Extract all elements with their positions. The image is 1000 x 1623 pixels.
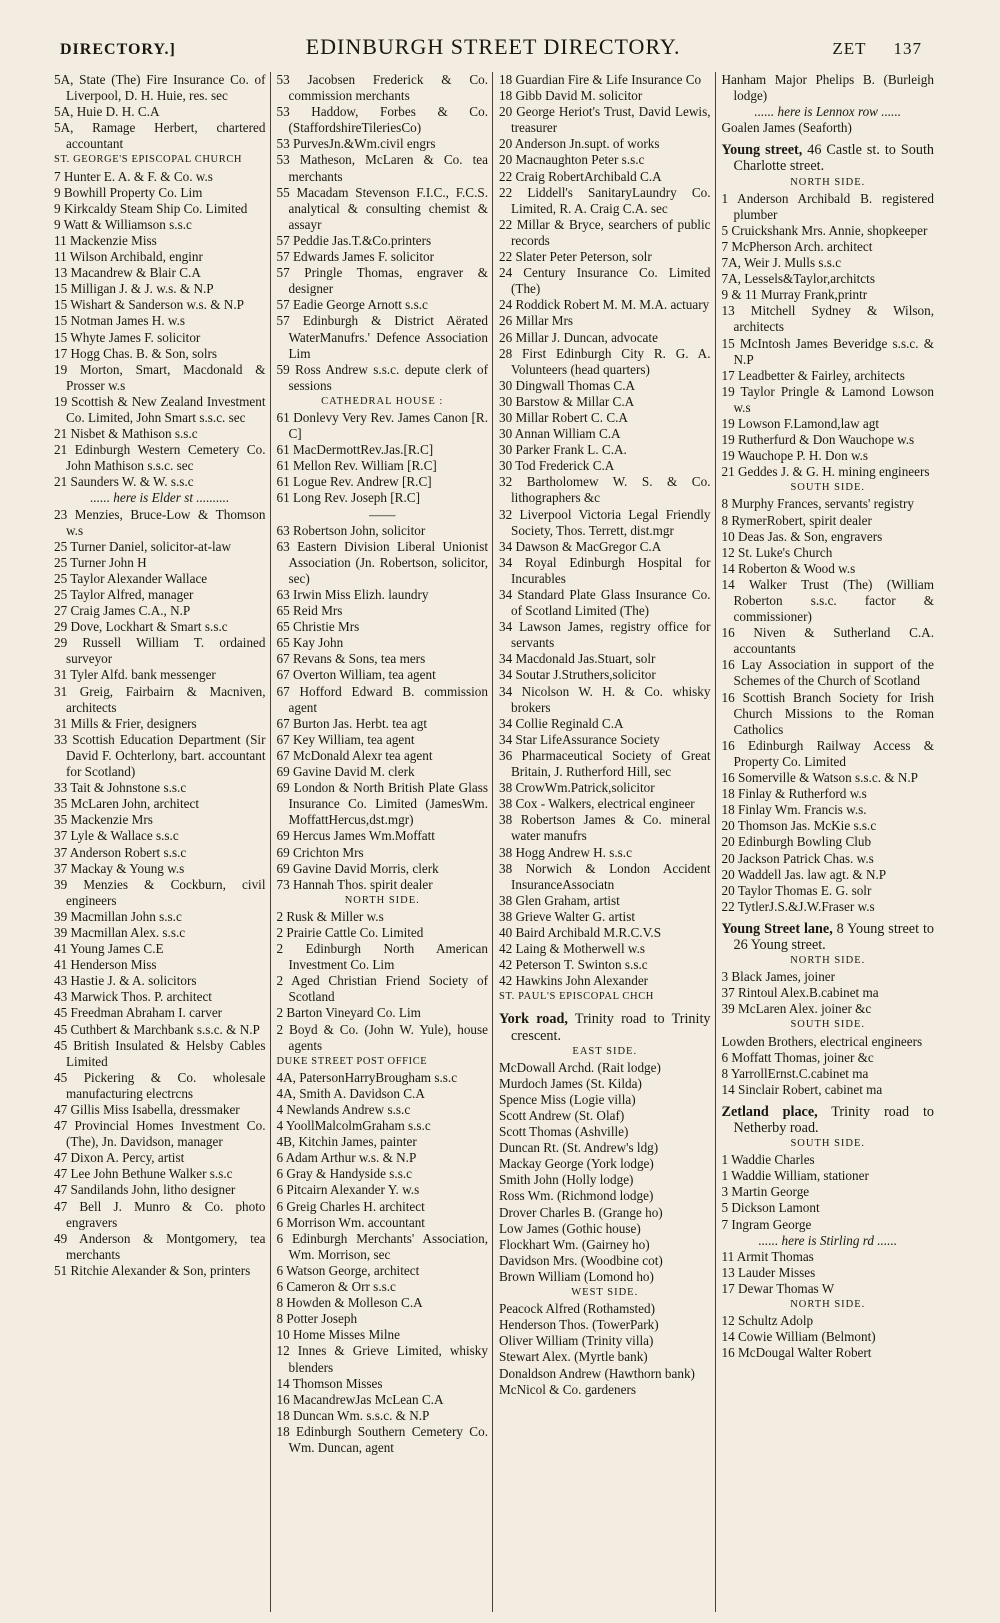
page-header xyxy=(60,34,922,60)
directory-entry: 37 Lyle & Wallace s.s.c xyxy=(54,828,179,844)
directory-entry: 22 TytlerJ.S.&J.W.Fraser w.s xyxy=(721,898,875,914)
directory-entry: 8 Potter Joseph xyxy=(276,1311,358,1327)
directory-entry: Lowden Brothers, electrical engineers xyxy=(721,1033,923,1049)
directory-entry: 53 Jacobsen Frederick & Co. commission merchants xyxy=(276,72,488,104)
directory-entry: 2 Aged Christian Friend Society of Scotland xyxy=(276,973,488,1005)
directory-entry: 67 Key William, tea agent xyxy=(276,731,415,747)
directory-entry: 9 & 11 Murray Frank,printr xyxy=(721,287,868,303)
directory-entry: 34 Royal Edinburgh Hospital for Incurables xyxy=(499,554,711,586)
directory-entry: 39 McLaren Alex. joiner &c xyxy=(721,1001,872,1017)
directory-entry: 29 Dove, Lockhart & Smart s.s.c xyxy=(54,619,228,635)
directory-entry: 18 Guardian Fire & Life Insurance Co xyxy=(499,72,702,87)
directory-entry: 18 Finlay Wm. Francis w.s. xyxy=(721,802,867,818)
directory-entry: 38 Cox - Walkers, electrical engineer xyxy=(499,796,695,812)
directory-entry: 1 Waddie Charles xyxy=(721,1152,815,1168)
directory-entry: Brown William (Lomond ho) xyxy=(499,1268,654,1284)
directory-entry: Goalen James (Seaforth) xyxy=(721,120,852,136)
directory-entry: 45 Pickering & Co. wholesale manufacturing electrcns xyxy=(54,1069,266,1101)
directory-entry: 45 Cuthbert & Marchbank s.s.c. & N.P xyxy=(54,1021,260,1037)
directory-entry: 57 Edwards James F. solicitor xyxy=(276,249,435,265)
directory-entry: 57 Pringle Thomas, engraver & designer xyxy=(276,265,488,297)
side-heading: NORTH SIDE. xyxy=(344,894,420,906)
street-description: Trinity road to Trinity crescent. xyxy=(511,1011,711,1044)
directory-entry: 1 Anderson Archibald B. registered plumber xyxy=(721,190,934,222)
directory-entry: 3 Black James, joiner xyxy=(721,969,836,985)
directory-entry: 42 Hawkins John Alexander xyxy=(499,973,649,989)
directory-entry: 20 Jackson Patrick Chas. w.s xyxy=(721,850,874,866)
directory-entry: 5A, Huie D. H. C.A xyxy=(54,104,160,120)
directory-entry: 30 Barstow & Millar C.A xyxy=(499,393,635,409)
side-heading: NORTH SIDE. xyxy=(790,955,866,967)
header-right xyxy=(810,39,922,59)
directory-entry: 19 Scottish & New Zealand Investment Co. Limited, John Smart s.s.c. sec xyxy=(54,393,266,425)
directory-entry: 17 Hogg Chas. B. & Son, solrs xyxy=(54,345,218,361)
directory-entry: 8 Howden & Molleson C.A xyxy=(276,1295,423,1311)
directory-entry: 7A, Weir J. Mulls s.s.c xyxy=(721,255,842,271)
directory-entry: DUKE STREET POST OFFICE xyxy=(276,1055,428,1067)
directory-entry: 32 Bartholomew W. S. & Co. lithographers &c xyxy=(499,474,711,506)
column-2 xyxy=(271,72,494,1612)
directory-entry: 16 Scottish Branch Society for Irish Church Missions to the Roman Catholics xyxy=(721,689,934,737)
directory-entry: 57 Edinburgh & District Aërated WaterManufrs.' Defence Association Lim xyxy=(276,313,488,361)
directory-entry: 34 Dawson & MacGregor C.A xyxy=(499,538,662,554)
directory-entry: 26 Millar J. Duncan, advocate xyxy=(499,329,658,345)
directory-entry: 39 Macmillan John s.s.c xyxy=(54,908,182,924)
directory-entry: 53 PurvesJn.&Wm.civil engrs xyxy=(276,136,436,152)
directory-entry: 16 McDougal Walter Robert xyxy=(721,1345,872,1361)
directory-entry: 47 Dixon A. Percy, artist xyxy=(54,1150,185,1166)
directory-entry: 6 Morrison Wm. accountant xyxy=(276,1214,425,1230)
directory-entry: 15 McIntosh James Beveridge s.s.c. & N.P xyxy=(721,335,934,367)
directory-entry: 5 Dickson Lamont xyxy=(721,1200,820,1216)
column-4 xyxy=(716,72,939,1612)
directory-entry: 5A, State (The) Fire Insurance Co. of Liverpool, D. H. Huie, res. sec xyxy=(54,72,266,104)
side-heading: SOUTH SIDE. xyxy=(790,1138,866,1150)
directory-entry: 30 Millar Robert C. C.A xyxy=(499,409,628,425)
directory-entry: 5 Cruickshank Mrs. Annie, shopkeeper xyxy=(721,222,928,238)
directory-entry: 4B, Kitchin James, painter xyxy=(276,1134,417,1150)
directory-entry: Donaldson Andrew (Hawthorn bank) xyxy=(499,1365,695,1381)
directory-entry: 18 Duncan Wm. s.s.c. & N.P xyxy=(276,1407,430,1423)
directory-entry: 35 McLaren John, architect xyxy=(54,796,200,812)
directory-entry: 57 Eadie George Arnott s.s.c xyxy=(276,297,428,313)
directory-entry: 34 Lawson James, registry office for servants xyxy=(499,619,711,651)
directory-entry: 22 Liddell's SanitaryLaundry Co. Limited, R. A. Craig C.A. sec xyxy=(499,184,711,216)
directory-entry: 20 Waddell Jas. law agt. & N.P xyxy=(721,866,887,882)
directory-entry: 39 Menzies & Cockburn, civil engineers xyxy=(54,876,266,908)
directory-entry: Mackay George (York lodge) xyxy=(499,1156,654,1172)
directory-entry: Hanham Major Phelips B. (Burleigh lodge) xyxy=(721,72,934,104)
directory-entry: 37 Anderson Robert s.s.c xyxy=(54,844,187,860)
directory-entry: 2 Barton Vineyard Co. Lim xyxy=(276,1005,421,1021)
directory-entry: 19 Taylor Pringle & Lamond Lowson w.s xyxy=(721,383,934,415)
directory-entry: 33 Scottish Education Department (Sir David F. Ochterlony, bart. accountant for Scotland) xyxy=(54,731,266,780)
column-1 xyxy=(48,72,271,1612)
page-number: 137 xyxy=(893,39,922,58)
directory-entry: 17 Leadbetter & Fairley, architects xyxy=(721,367,905,383)
directory-entry: 37 Mackay & Young w.s xyxy=(54,860,185,876)
directory-entry: 9 Bowhill Property Co. Lim xyxy=(54,184,203,200)
directory-entry: 7A, Lessels&Taylor,architcts xyxy=(721,271,875,287)
directory-entry: 67 Revans & Sons, tea mers xyxy=(276,651,426,667)
street-heading xyxy=(722,921,935,953)
directory-entry: 26 Millar Mrs xyxy=(499,313,573,329)
directory-entry: 21 Edinburgh Western Cemetery Co. John Mathison s.s.c. sec xyxy=(54,442,266,474)
directory-entry: 30 Annan William C.A xyxy=(499,426,621,442)
directory-entry: 2 Prairie Cattle Co. Limited xyxy=(276,924,424,940)
directory-entry: 20 George Heriot's Trust, David Lewis, treasurer xyxy=(499,104,711,136)
directory-entry: 47 Lee John Bethune Walker s.s.c xyxy=(54,1166,233,1182)
directory-entry: 27 Craig James C.A., N.P xyxy=(54,603,191,619)
directory-entry: 55 Macadam Stevenson F.I.C., F.C.S. analytical & consulting chemist & assayr xyxy=(276,184,488,232)
directory-entry: 7 McPherson Arch. architect xyxy=(721,238,873,254)
directory-entry: 22 Millar & Bryce, searchers of public records xyxy=(499,216,711,248)
directory-entry: 16 MacandrewJas McLean C.A xyxy=(276,1391,444,1407)
directory-entry: Davidson Mrs. (Woodbine cot) xyxy=(499,1252,663,1268)
directory-entry: 10 Deas Jas. & Son, engravers xyxy=(721,528,883,544)
directory-entry: Murdoch James (St. Kilda) xyxy=(499,1075,642,1091)
directory-entry: 6 Cameron & Orr s.s.c xyxy=(276,1279,396,1295)
side-heading: NORTH SIDE. xyxy=(790,176,866,188)
directory-entry: 16 Niven & Sutherland C.A. accountants xyxy=(721,625,934,657)
directory-entry: 18 Gibb David M. solicitor xyxy=(499,88,643,104)
street-description: 8 Young street to 26 Young street. xyxy=(733,920,934,953)
directory-entry: 11 Mackenzie Miss xyxy=(54,232,157,248)
side-heading: EAST SIDE. xyxy=(572,1045,638,1057)
directory-entry: 69 Gavine David M. clerk xyxy=(276,764,415,780)
directory-entry: 14 Thomson Misses xyxy=(276,1375,383,1391)
directory-entry: 13 Macandrew & Blair C.A xyxy=(54,265,201,281)
directory-entry: 24 Century Insurance Co. Limited (The) xyxy=(499,265,711,297)
directory-entry: 42 Peterson T. Swinton s.s.c xyxy=(499,957,648,973)
directory-entry: 38 Grieve Walter G. artist xyxy=(499,908,636,924)
directory-entry: 25 Taylor Alexander Wallace xyxy=(54,570,208,586)
directory-entry: Stewart Alex. (Myrtle bank) xyxy=(499,1349,648,1365)
street-heading xyxy=(722,1104,935,1136)
directory-entry: 25 Turner John H xyxy=(54,554,147,570)
directory-entry: 38 Glen Graham, artist xyxy=(499,892,620,908)
street-name: Young street, xyxy=(721,142,803,159)
side-heading: NORTH SIDE. xyxy=(790,1299,866,1311)
directory-entry: 9 Kirkcaldy Steam Ship Co. Limited xyxy=(54,200,248,216)
street-heading xyxy=(722,142,935,174)
directory-entry: 30 Parker Frank L. C.A. xyxy=(499,442,627,458)
directory-entry: 25 Turner Daniel, solicitor-at-law xyxy=(54,538,232,554)
directory-entry: 4 Newlands Andrew s.s.c xyxy=(276,1102,411,1117)
directory-entry: 4 YoollMalcolmGraham s.s.c xyxy=(276,1118,431,1134)
directory-entry: 15 Milligan J. & J. w.s. & N.P xyxy=(54,281,214,297)
directory-entry: Spence Miss (Logie villa) xyxy=(499,1091,636,1107)
directory-entry: 7 Hunter E. A. & F. & Co. w.s xyxy=(54,168,213,184)
street-description: 46 Castle st. to South Charlotte street. xyxy=(733,142,934,175)
cross-street-note: ...... here is Elder st .......... xyxy=(90,490,230,506)
directory-entry: 16 Edinburgh Railway Access & Property Co. Limited xyxy=(721,737,934,769)
directory-entry: 32 Liverpool Victoria Legal Friendly Society, Thos. Terrett, dist.mgr xyxy=(499,506,711,538)
directory-entry: 12 St. Luke's Church xyxy=(721,544,833,560)
directory-entry: 19 Wauchope P. H. Don w.s xyxy=(721,448,869,464)
directory-entry: 34 Soutar J.Struthers,solicitor xyxy=(499,667,656,683)
directory-entry: 17 Dewar Thomas W xyxy=(721,1280,835,1296)
directory-entry: 45 Freedman Abraham I. carver xyxy=(54,1005,223,1021)
directory-entry: 22 Slater Peter Peterson, solr xyxy=(499,249,652,265)
directory-entry: 30 Dingwall Thomas C.A xyxy=(499,377,636,393)
directory-entry: 67 Burton Jas. Herbt. tea agt xyxy=(276,715,428,731)
directory-entry: 34 Star LifeAssurance Society xyxy=(499,731,660,747)
directory-entry: 8 Murphy Frances, servants' registry xyxy=(721,496,914,512)
directory-entry: 61 Mellon Rev. William [R.C] xyxy=(276,458,437,474)
directory-entry: 19 Morton, Smart, Macdonald & Prosser w.s xyxy=(54,361,266,393)
directory-entry: 35 Mackenzie Mrs xyxy=(54,812,153,828)
directory-entry: 49 Anderson & Montgomery, tea merchants xyxy=(54,1230,266,1262)
directory-entry: 21 Nisbet & Mathison s.s.c xyxy=(54,426,198,442)
directory-entry: 6 Pitcairn Alexander Y. w.s xyxy=(276,1182,420,1198)
directory-entry: 24 Roddick Robert M. M. M.A. actuary xyxy=(499,297,710,313)
directory-entry: 15 Whyte James F. solicitor xyxy=(54,329,201,345)
directory-entry: Oliver William (Trinity villa) xyxy=(499,1333,654,1349)
directory-entry: 6 Edinburgh Merchants' Association, Wm. Morrison, sec xyxy=(276,1230,488,1262)
directory-entry: 20 Taylor Thomas E. G. solr xyxy=(721,882,872,898)
street-name: Young Street lane, xyxy=(721,920,833,937)
directory-entry: 20 Anderson Jn.supt. of works xyxy=(499,136,660,152)
directory-entry: 28 First Edinburgh City R. G. A. Volunteers (head quarters) xyxy=(499,345,711,377)
directory-entry: 16 Lay Association in support of the Schemes of the Church of Scotland xyxy=(721,657,934,689)
directory-entry: 2 Edinburgh North American Investment Co. Lim xyxy=(276,941,488,973)
section-label: ZET xyxy=(832,39,867,58)
directory-entry: 11 Armit Thomas xyxy=(721,1248,814,1264)
directory-entry: 15 Wishart & Sanderson w.s. & N.P xyxy=(54,297,244,313)
directory-entry: 63 Eastern Division Liberal Unionist Association (Jn. Robertson, solicitor, sec) xyxy=(276,538,488,586)
directory-entry: 6 Watson George, architect xyxy=(276,1262,420,1278)
cross-street-note: ...... here is Stirling rd ...... xyxy=(758,1232,898,1248)
street-name: Zetland place, xyxy=(721,1103,818,1120)
directory-entry: 43 Marwick Thos. P. architect xyxy=(54,989,212,1005)
directory-entry: ST. GEORGE'S EPISCOPAL CHURCH xyxy=(54,154,243,166)
directory-entry: 22 Craig RobertArchibald C.A xyxy=(499,168,662,184)
directory-entry: Scott Thomas (Ashville) xyxy=(499,1124,629,1140)
directory-entry: 42 Laing & Motherwell w.s xyxy=(499,941,646,957)
directory-entry: 38 Hogg Andrew H. s.s.c xyxy=(499,844,632,860)
column-3 xyxy=(493,72,716,1612)
directory-entry: 69 Hercus James Wm.Moffatt xyxy=(276,828,435,844)
directory-entry: Scott Andrew (St. Olaf) xyxy=(499,1108,625,1123)
directory-entry: 8 YarrollErnst.C.cabinet ma xyxy=(721,1065,869,1081)
directory-entry: 2 Boyd & Co. (John W. Yule), house agents xyxy=(276,1021,488,1053)
directory-entry: 41 Young James C.E xyxy=(54,941,164,957)
page-title: EDINBURGH STREET DIRECTORY. xyxy=(305,34,681,59)
directory-entry: 31 Greig, Fairbairn & Macniven, architects xyxy=(54,683,266,715)
directory-entry: 25 Taylor Alfred, manager xyxy=(54,587,194,602)
directory-entry: 43 Hastie J. & A. solicitors xyxy=(54,973,197,989)
directory-entry: Drover Charles B. (Grange ho) xyxy=(499,1204,663,1220)
cross-street-note: ...... here is Lennox row ...... xyxy=(754,104,902,120)
directory-entry: 36 Pharmaceutical Society of Great Britain, J. Rutherford Hill, sec xyxy=(499,747,711,780)
directory-entry: 53 Haddow, Forbes & Co. (StaffordshireTileriesCo) xyxy=(276,104,488,136)
directory-entry: Peacock Alfred (Rothamsted) xyxy=(499,1301,656,1317)
directory-entry: Duncan Rt. (St. Andrew's ldg) xyxy=(499,1140,659,1156)
directory-entry: 57 Peddie Jas.T.&Co.printers xyxy=(276,232,432,248)
directory-entry: 9 Watt & Williamson s.s.c xyxy=(54,216,192,232)
directory-entry: 38 Robertson James & Co. mineral water manufrs xyxy=(499,812,711,844)
directory-entry: 59 Ross Andrew s.s.c. depute clerk of sessions xyxy=(276,361,488,393)
directory-entry: 2 Rusk & Miller w.s xyxy=(276,908,384,924)
header-left: DIRECTORY.] xyxy=(60,41,176,58)
directory-entry: 61 Logue Rev. Andrew [R.C] xyxy=(276,474,432,490)
directory-entry: 13 Lauder Misses xyxy=(721,1264,816,1280)
directory-entry: 69 Crichton Mrs xyxy=(276,844,364,860)
directory-entry: 73 Hannah Thos. spirit dealer xyxy=(276,876,433,892)
directory-entry: 47 Sandilands John, litho designer xyxy=(54,1182,236,1198)
directory-entry: 41 Henderson Miss xyxy=(54,957,157,973)
directory-entry: 40 Baird Archibald M.R.C.V.S xyxy=(499,924,662,940)
directory-entry: Flockhart Wm. (Gairney ho) xyxy=(499,1236,650,1252)
directory-entry: 19 Rutherfurd & Don Wauchope w.s xyxy=(721,432,915,448)
directory-entry: 61 Long Rev. Joseph [R.C] xyxy=(276,490,420,506)
directory-entry: 1 Waddie William, stationer xyxy=(721,1168,869,1184)
directory-entry: 51 Ritchie Alexander & Son, printers xyxy=(54,1262,251,1278)
directory-entry: 6 Adam Arthur w.s. & N.P xyxy=(276,1150,417,1166)
directory-entry: 14 Sinclair Robert, cabinet ma xyxy=(721,1081,883,1097)
directory-entry: 18 Edinburgh Southern Cemetery Co. Wm. Duncan, agent xyxy=(276,1423,488,1455)
directory-entry: McNicol & Co. gardeners xyxy=(499,1381,636,1397)
directory-entry: 61 Donlevy Very Rev. James Canon [R. C] xyxy=(276,409,488,442)
directory-entry: 29 Russell William T. ordained surveyor xyxy=(54,635,266,667)
directory-entry: 34 Nicolson W. H. & Co. whisky brokers xyxy=(499,683,711,715)
directory-entry: 14 Cowie William (Belmont) xyxy=(721,1329,876,1345)
directory-entry: 53 Matheson, McLaren & Co. tea merchants xyxy=(276,152,488,184)
directory-entry: 39 Macmillan Alex. s.s.c xyxy=(54,924,186,940)
directory-entry: 4A, Smith A. Davidson C.A xyxy=(276,1085,425,1101)
directory-entry: 34 Standard Plate Glass Insurance Co. of Scotland Limited (The) xyxy=(499,587,711,619)
street-heading xyxy=(499,1011,711,1043)
directory-entry: 21 Geddes J. & G. H. mining engineers xyxy=(721,464,930,480)
directory-entry: 67 Hofford Edward B. commission agent xyxy=(276,683,488,715)
directory-entry: 14 Walker Trust (The) (William Roberton s.s.c. factor & commissioner) xyxy=(721,576,934,625)
street-name: York road, xyxy=(499,1011,568,1028)
directory-entry: 34 Collie Reginald C.A xyxy=(499,715,624,731)
side-heading: SOUTH SIDE. xyxy=(790,482,866,494)
directory-entry: 34 Macdonald Jas.Stuart, solr xyxy=(499,651,656,667)
side-heading: WEST SIDE. xyxy=(571,1287,639,1299)
side-heading: CATHEDRAL HOUSE : xyxy=(321,395,444,407)
directory-entry: 20 Macnaughton Peter s.s.c xyxy=(499,152,645,168)
directory-entry: 23 Menzies, Bruce-Low & Thomson w.s xyxy=(54,506,266,538)
directory-entry: 21 Saunders W. & W. s.s.c xyxy=(54,474,194,490)
directory-entry: 65 Kay John xyxy=(276,635,344,651)
directory-entry: 15 Notman James H. w.s xyxy=(54,313,186,329)
directory-entry: 5A, Ramage Herbert, chartered accountant xyxy=(54,120,266,152)
directory-entry: 65 Christie Mrs xyxy=(276,619,360,635)
directory-entry: 47 Gillis Miss Isabella, dressmaker xyxy=(54,1102,240,1117)
separator: —— xyxy=(369,506,396,522)
directory-entry: 19 Lowson F.Lamond,law agt xyxy=(721,415,880,431)
directory-entry: 63 Robertson John, solicitor xyxy=(276,522,426,538)
directory-entry: Henderson Thos. (TowerPark) xyxy=(499,1317,659,1333)
street-description: Trinity road to Netherby road. xyxy=(733,1103,934,1136)
directory-entry: 6 Greig Charles H. architect xyxy=(276,1198,425,1214)
directory-entry: 69 London & North British Plate Glass Insurance Co. Limited (JamesWm. MoffattHercus,dst.mgr) xyxy=(276,780,488,828)
directory-entry: Low James (Gothic house) xyxy=(499,1220,641,1236)
directory-entry: 47 Provincial Homes Investment Co. (The), Jn. Davidson, manager xyxy=(54,1118,266,1150)
directory-entry: 31 Tyler Alfd. bank messenger xyxy=(54,667,216,683)
directory-entry: ST. PAUL'S EPISCOPAL CHCH xyxy=(499,991,654,1003)
directory-entry: McDowall Archd. (Rait lodge) xyxy=(499,1059,661,1075)
directory-entry: 38 Norwich & London Accident InsuranceAssociatn xyxy=(499,860,711,892)
directory-entry: Smith John (Holly lodge) xyxy=(499,1172,634,1188)
directory-entry: 7 Ingram George xyxy=(721,1216,812,1232)
directory-entry: 37 Rintoul Alex.B.cabinet ma xyxy=(721,985,879,1001)
columns xyxy=(48,72,938,1612)
directory-entry: 69 Gavine David Morris, clerk xyxy=(276,860,439,876)
directory-entry: 63 Irwin Miss Elizh. laundry xyxy=(276,587,429,602)
directory-entry: 6 Gray & Handyside s.s.c xyxy=(276,1166,413,1182)
directory-entry: 20 Edinburgh Bowling Club xyxy=(721,834,872,850)
directory-entry: 18 Finlay & Rutherford w.s xyxy=(721,786,867,802)
directory-entry: 4A, PatersonHarryBrougham s.s.c xyxy=(276,1069,458,1085)
directory-entry: 11 Wilson Archibald, enginr xyxy=(54,249,203,265)
directory-entry: 30 Tod Frederick C.A xyxy=(499,458,615,474)
directory-entry: 45 British Insulated & Helsby Cables Limited xyxy=(54,1037,266,1069)
directory-entry: Ross Wm. (Richmond lodge) xyxy=(499,1188,654,1204)
directory-entry: 20 Thomson Jas. McKie s.s.c xyxy=(721,818,877,834)
directory-entry: 67 Overton William, tea agent xyxy=(276,667,436,683)
directory-entry: 14 Roberton & Wood w.s xyxy=(721,560,856,576)
directory-entry: 38 CrowWm.Patrick,solicitor xyxy=(499,780,655,796)
directory-entry: 10 Home Misses Milne xyxy=(276,1327,400,1343)
directory-entry: 13 Mitchell Sydney & Wilson, architects xyxy=(721,303,934,335)
directory-entry: 31 Mills & Frier, designers xyxy=(54,715,197,731)
directory-entry: 12 Innes & Grieve Limited, whisky blenders xyxy=(276,1343,488,1375)
side-heading: SOUTH SIDE. xyxy=(790,1019,866,1031)
directory-entry: 47 Bell J. Munro & Co. photo engravers xyxy=(54,1198,266,1230)
directory-entry: 33 Tait & Johnstone s.s.c xyxy=(54,780,187,796)
directory-entry: 8 RymerRobert, spirit dealer xyxy=(721,512,872,528)
directory-entry: 12 Schultz Adolp xyxy=(721,1313,814,1329)
directory-entry: 67 McDonald Alexr tea agent xyxy=(276,747,433,763)
directory-entry: 61 MacDermottRev.Jas.[R.C] xyxy=(276,442,434,458)
directory-entry: 6 Moffatt Thomas, joiner &c xyxy=(721,1049,874,1065)
directory-entry: 3 Martin George xyxy=(721,1184,810,1200)
directory-entry: 16 Somerville & Watson s.s.c. & N.P xyxy=(721,770,919,786)
directory-entry: 65 Reid Mrs xyxy=(276,603,343,619)
